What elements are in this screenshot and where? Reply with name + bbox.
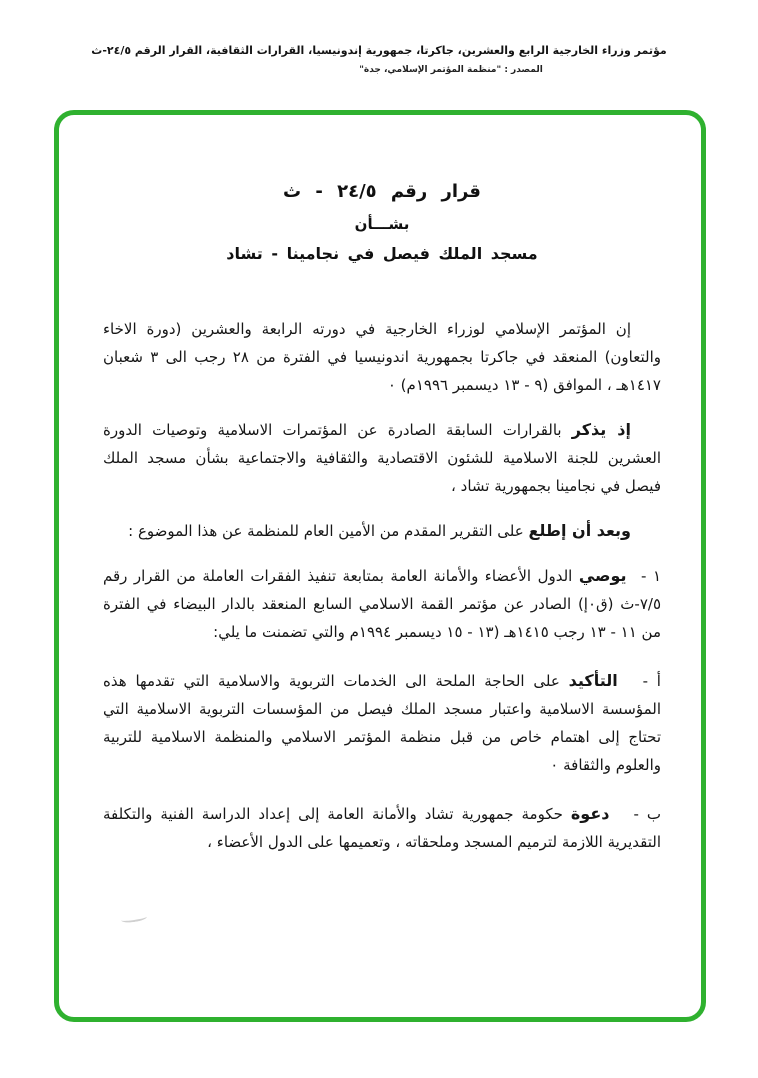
resolution-frame bbox=[54, 110, 706, 1022]
item-lead: يوصي bbox=[578, 566, 627, 585]
item-lead: التأكيد bbox=[568, 671, 618, 690]
operative-item-1 bbox=[103, 562, 661, 646]
subitem-a bbox=[103, 667, 661, 779]
item-marker: ١ - bbox=[641, 567, 661, 585]
page-header bbox=[0, 44, 758, 75]
paragraph-text: بالقرارات السابقة الصادرة عن المؤتمرات الاسلامية وتوصيات الدورة العشرين للجنة الاسلامية للشئون الاقتصادية والثقافية والاجتماعية بشأن مسجد الملك فيصل في نجامينا بجمهورية تشاد ، bbox=[103, 421, 661, 495]
subitem-b bbox=[103, 800, 661, 856]
item-lead: دعوة bbox=[570, 804, 610, 823]
paragraph-lead: إذ يذكر bbox=[571, 420, 631, 439]
resolution-regarding: بشـــأن bbox=[354, 215, 410, 233]
item-text: على الحاجة الملحة الى الخدمات التربوية والاسلامية التي تقدمها هذه المؤسسة الاسلامية واعتبار مسجد الملك فيصل من المؤسسات التربوية الاسلامية التي تحتاج إلى اهتمام خاص من قبل منظمة المؤتمر الاسلامي والمنظمة الاسلامية للتربية والعلوم والثقافة ٠ bbox=[103, 672, 661, 774]
item-text: الدول الأعضاء والأمانة العامة بمتابعة تنفيذ الفقرات العاملة من القرار رقم ٧/٥-ث (ق٠إ) الصادر عن مؤتمر القمة الاسلامي السابع المنعقد بالدار البيضاء في الفترة من ١١ - ١٣ رجب ١٤١٥هـ (١٣ - ١٥ ديسمبر ١٩٩٤م والتي تضمنت ما يلي: bbox=[103, 567, 661, 641]
item-marker: ب - bbox=[633, 805, 661, 823]
preamble-paragraph-3 bbox=[103, 517, 661, 545]
resolution-subject: مسجد الملك فيصل في نجامينا - تشاد bbox=[226, 244, 538, 263]
paragraph-lead: وبعد أن إطلع bbox=[528, 521, 631, 540]
paragraph-text: على التقرير المقدم من الأمين العام للمنظمة عن هذا الموضوع : bbox=[128, 522, 524, 540]
resolution-title-block bbox=[103, 181, 661, 263]
item-marker: أ - bbox=[642, 672, 661, 690]
resolution-number: قرار رقم ٢٤/٥ - ث bbox=[283, 181, 481, 202]
item-text: حكومة جمهورية تشاد والأمانة العامة إلى إعداد الدراسة الفنية والتكلفة التقديرية اللازمة لترميم المسجد وملحقاته ، وتعميمها على الدول الأعضاء ، bbox=[103, 805, 661, 851]
header-source-line: المصدر : "منظمة المؤتمر الإسلامي، جدة" bbox=[359, 65, 543, 75]
preamble-paragraph-1 bbox=[103, 315, 661, 399]
scan-smudge-artifact bbox=[121, 913, 148, 924]
preamble-paragraph-2 bbox=[103, 416, 661, 500]
header-citation-line: مؤتمر وزراء الخارجية الرابع والعشرين، جاكرتا، جمهورية إندونيسيا، القرارات الثقافية، القرار الرقم ٢٤/٥-ث bbox=[91, 44, 667, 57]
resolution-body bbox=[103, 315, 661, 856]
paragraph-text: إن المؤتمر الإسلامي لوزراء الخارجية في دورته الرابعة والعشرين (دورة الاخاء والتعاون) المنعقد في جاكرتا بجمهورية اندونيسيا في الفترة من ٢٨ رجب الى ٣ شعبان ١٤١٧هـ ، الموافق (٩ - ١٣ ديسمبر ١٩٩٦م) ٠ bbox=[103, 320, 661, 394]
